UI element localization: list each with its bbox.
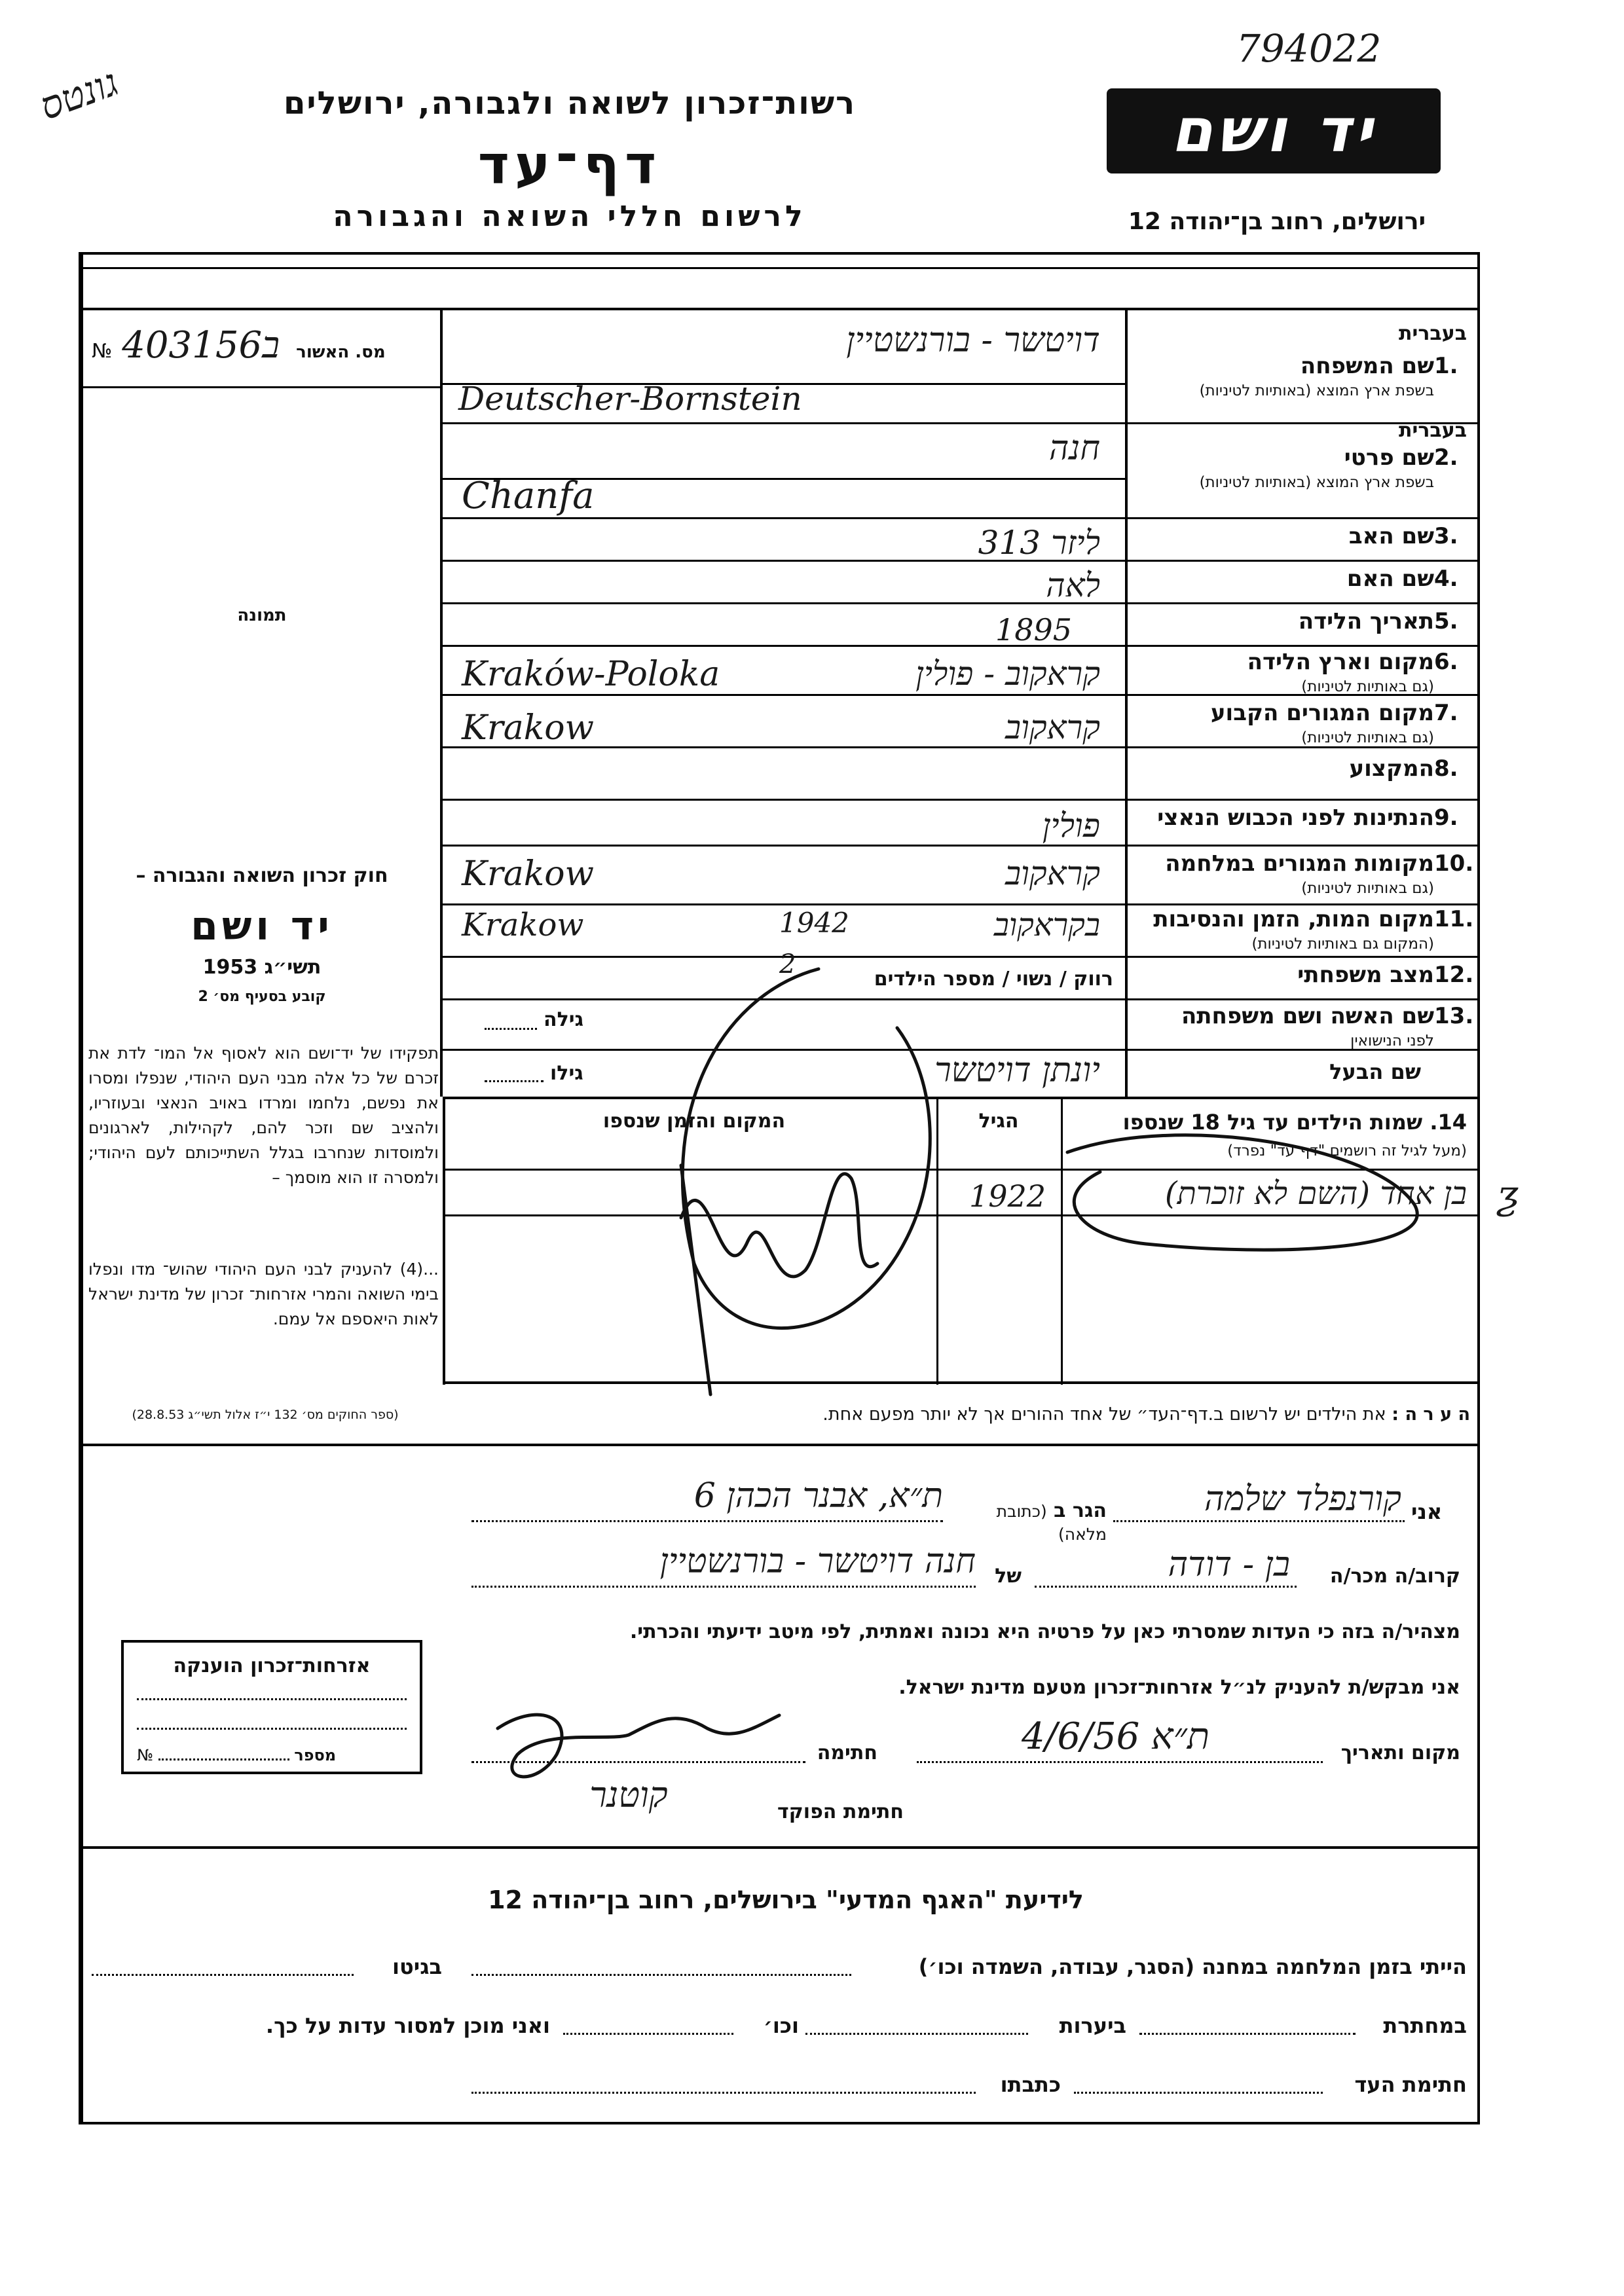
value-death-place-latin: Krakow xyxy=(462,907,584,943)
law-year: תשי״ג 1953 xyxy=(202,956,322,979)
header-address: ירושלים, רחוב בן־יהודה 12 xyxy=(1128,208,1426,235)
value-first-latin: Chanfa xyxy=(462,475,595,517)
value-death-place-he: בקראקוב xyxy=(993,907,1100,943)
right-margin-mark: ƺ xyxy=(1496,1172,1519,1218)
footer-line1-b: בגיטו xyxy=(392,1954,442,1979)
footer-line2-d: ואני מוכן למסור עדות על כך. xyxy=(265,2013,550,2038)
law-clause: קובע בסעיף מס׳ 2 xyxy=(198,989,326,1005)
value-war-residence-he: קראקוב xyxy=(1005,854,1100,892)
approval-no-symbol: № xyxy=(92,340,113,363)
scribble-row-oval xyxy=(1067,1135,1417,1250)
decl-relation: בן - דודה xyxy=(1168,1545,1290,1584)
scribble-child-zigzag xyxy=(681,1174,877,1277)
law-body: תפקידו של יד־ושם הוא לאסוף אל המו־ לדת את זכרם של כל אלה מבני העם היהודי, שנפלו ומסרו את נפשם, נלחמו ומרדו באויב הנאצי ובעוזריו, ולהציב שם וזכר להם, לקהילות, לארגונים ולמוסדות שנחרבו בגלל השתייכותם לעם היהודי; ולמסרה זו הוא מוסמך – xyxy=(88,1044,439,1187)
decl-request: אני מבקש/ת להעניק לנ״ל אזרחות־זכרון מטעם מדינת ישראל. xyxy=(898,1676,1460,1699)
decl-signature-label: חתימה xyxy=(817,1741,877,1764)
value-first-he: חנה xyxy=(1048,429,1100,468)
decl-name: קורנפלד שלמה xyxy=(1204,1480,1401,1519)
value-residence-latin: Krakow xyxy=(462,708,595,748)
decl-i-label: אני xyxy=(1411,1499,1443,1524)
archive-number: 794022 xyxy=(1236,26,1382,71)
value-children-count: 2 xyxy=(779,949,796,979)
field-9-label: 9.הנתינות לפני הכבוש הנאצי xyxy=(1157,805,1458,831)
citizenship-number: № מספר xyxy=(137,1746,337,1764)
child-row-name: בן אחד (השם לא זוכרת) xyxy=(1164,1175,1467,1212)
children-place-col: המקום והזמן שנספו xyxy=(602,1110,786,1133)
value-father: ליזר 313 xyxy=(978,524,1100,562)
decl-resides-label: הגר ב (כתובת מלאה) xyxy=(996,1499,1107,1544)
footer-title: לידיעת "האגף המדעי" בירושלים, רחוב בן־יהודה 12 xyxy=(488,1886,1084,1914)
field-4-label: 4.שם האם xyxy=(1346,566,1458,592)
value-death-year: 1942 xyxy=(779,907,849,939)
decl-of-label: של xyxy=(995,1565,1022,1588)
footer-line3-b: כתבתו xyxy=(1000,2072,1061,2097)
child-row-year: 1922 xyxy=(969,1178,1046,1214)
footer-line2-c: וכו׳ xyxy=(763,2013,799,2038)
citizenship-title: אזרחות־זכרון הוענקה xyxy=(173,1654,371,1677)
decl-relation-label: קרוב/ה מכר/ה xyxy=(1329,1565,1460,1588)
approval-label: מס. האשור xyxy=(296,342,386,362)
value-residence-he: קראקוב xyxy=(1005,708,1100,746)
form-subtitle: לרשום חללי השואה והגבורה xyxy=(333,200,807,233)
value-mother: לאה xyxy=(1046,566,1100,604)
field-7-label: 7.מקום המגורים הקבוע (גם באותיות לטיניות) xyxy=(1210,700,1458,746)
value-birth-date: 1895 xyxy=(995,612,1073,647)
value-family-latin: Deutscher-Bornstein xyxy=(458,380,802,418)
field-1-label: 1.שם המשפחה בשפת ארץ המוצא (באותיות לטיניות) xyxy=(1199,353,1458,399)
field-8-label: 8.המקצוע xyxy=(1349,756,1458,782)
value-birthplace-he: קראקוב - פולין xyxy=(915,655,1100,693)
decl-official-label: חתימת הפוקד xyxy=(777,1800,904,1823)
marginal-note: גונטס xyxy=(34,60,124,129)
children-label: 14. שמות הילדים עד גיל 18 שנספו xyxy=(1122,1110,1467,1135)
field-6-label: 6.מקום וארץ הלידה (גם באותיות לטיניות) xyxy=(1247,649,1458,695)
approval-value: 403156ב xyxy=(122,324,280,367)
footer-line1-a: הייתי בזמן המלחמה במחנה (הסגר, עבודה, השמדה וכו׳) xyxy=(918,1954,1467,1979)
authority-line: רשות־זכרון לשואה ולגבורה, ירושלים xyxy=(283,85,857,122)
decl-of-name: חנה דויטשר - בורנשטיין xyxy=(659,1542,976,1581)
husband-age-label: גילו xyxy=(550,1062,583,1085)
field-11-label: 11.מקום המות, הזמן והנסיבות (המקום גם באותיות לטיניות) xyxy=(1153,906,1474,953)
decl-address: ת״א, אבנר הכהן 6 xyxy=(693,1476,943,1516)
field-2-label: 2.שם פרטי בשפת ארץ המוצא (באותיות לטיניות) xyxy=(1199,445,1458,491)
field-13-label: 13.שם האשה ושם משפחתה לפני הנישואין xyxy=(1181,1003,1474,1049)
value-birthplace-latin: Kraków-Poloka xyxy=(462,655,720,694)
form-title: דף־עד xyxy=(477,134,662,196)
logo-text: יד ושם xyxy=(1171,96,1376,166)
husband-label: שם הבעל xyxy=(1329,1059,1421,1084)
decl-official-sig: קוטנר xyxy=(589,1774,668,1815)
law-body-2: ...(4) להעניק לבני העם היהודי שהוש־ מדו ונפלו בימי השואה והמרי אזרחות־ זכרון של מדינת ישראל לאות היאספם אל עמם. xyxy=(88,1260,439,1328)
children-age-col: הגיל xyxy=(978,1110,1019,1133)
footer-line3-a: חתימת העד xyxy=(1354,2072,1467,2097)
law-title: חוק זכרון השואה והגבורה – xyxy=(136,864,388,887)
field-3-label: 3.שם האב xyxy=(1348,523,1458,549)
scribble-signature xyxy=(498,1715,779,1777)
decl-statement: מצהיר/ה בזה כי העדות שמסרתי כאן על פרטיה היא נכונה ואמתית, לפי מיטב ידיעתי והכרתי. xyxy=(629,1620,1460,1643)
field-12-label: 12.מצב משפחתי xyxy=(1297,962,1474,988)
value-marital-status: רווק / נשוי / מספר הילדים xyxy=(874,968,1113,991)
law-source: (ספר החוקים מס׳ 132 י״ז אלול תשי״ג 28.8.53) xyxy=(132,1408,399,1422)
note: ה ע ר ה : את הילדים יש לרשום ב.דף־העד״ של אחד ההורים אך לא יותר מפעם אחת. xyxy=(822,1404,1470,1425)
value-family-he: דויטשר - בורנשטיין xyxy=(846,321,1100,360)
field-5-label: 5.תאריך הלידה xyxy=(1298,608,1458,634)
value-husband: יונתן דויטשר xyxy=(934,1051,1100,1090)
decl-place-date-label: מקום ותאריך xyxy=(1340,1741,1460,1764)
law-name: יד ושם xyxy=(191,903,333,949)
photo-label: תמונה xyxy=(237,606,287,625)
field-2-lang: בעברית xyxy=(1399,419,1467,442)
value-war-residence-latin: Krakow xyxy=(462,854,595,894)
wife-age-label: גילה xyxy=(544,1008,583,1031)
decl-place-date: ת״א 4/6/56 xyxy=(1022,1715,1210,1758)
children-sub: (מעל לגיל זה רושמים "דף־עד" נפרד) xyxy=(1227,1142,1467,1159)
value-nationality: פולין xyxy=(1042,807,1100,845)
scribble-child-oval xyxy=(682,969,930,1328)
field-1-lang: בעברית xyxy=(1399,322,1467,345)
field-10-label: 10.מקומות המגורים במלחמה (גם באותיות לטיניות) xyxy=(1165,850,1474,897)
footer-line2-b: ביערות xyxy=(1059,2013,1126,2038)
footer-line2-a: במחתרת xyxy=(1383,2013,1467,2038)
